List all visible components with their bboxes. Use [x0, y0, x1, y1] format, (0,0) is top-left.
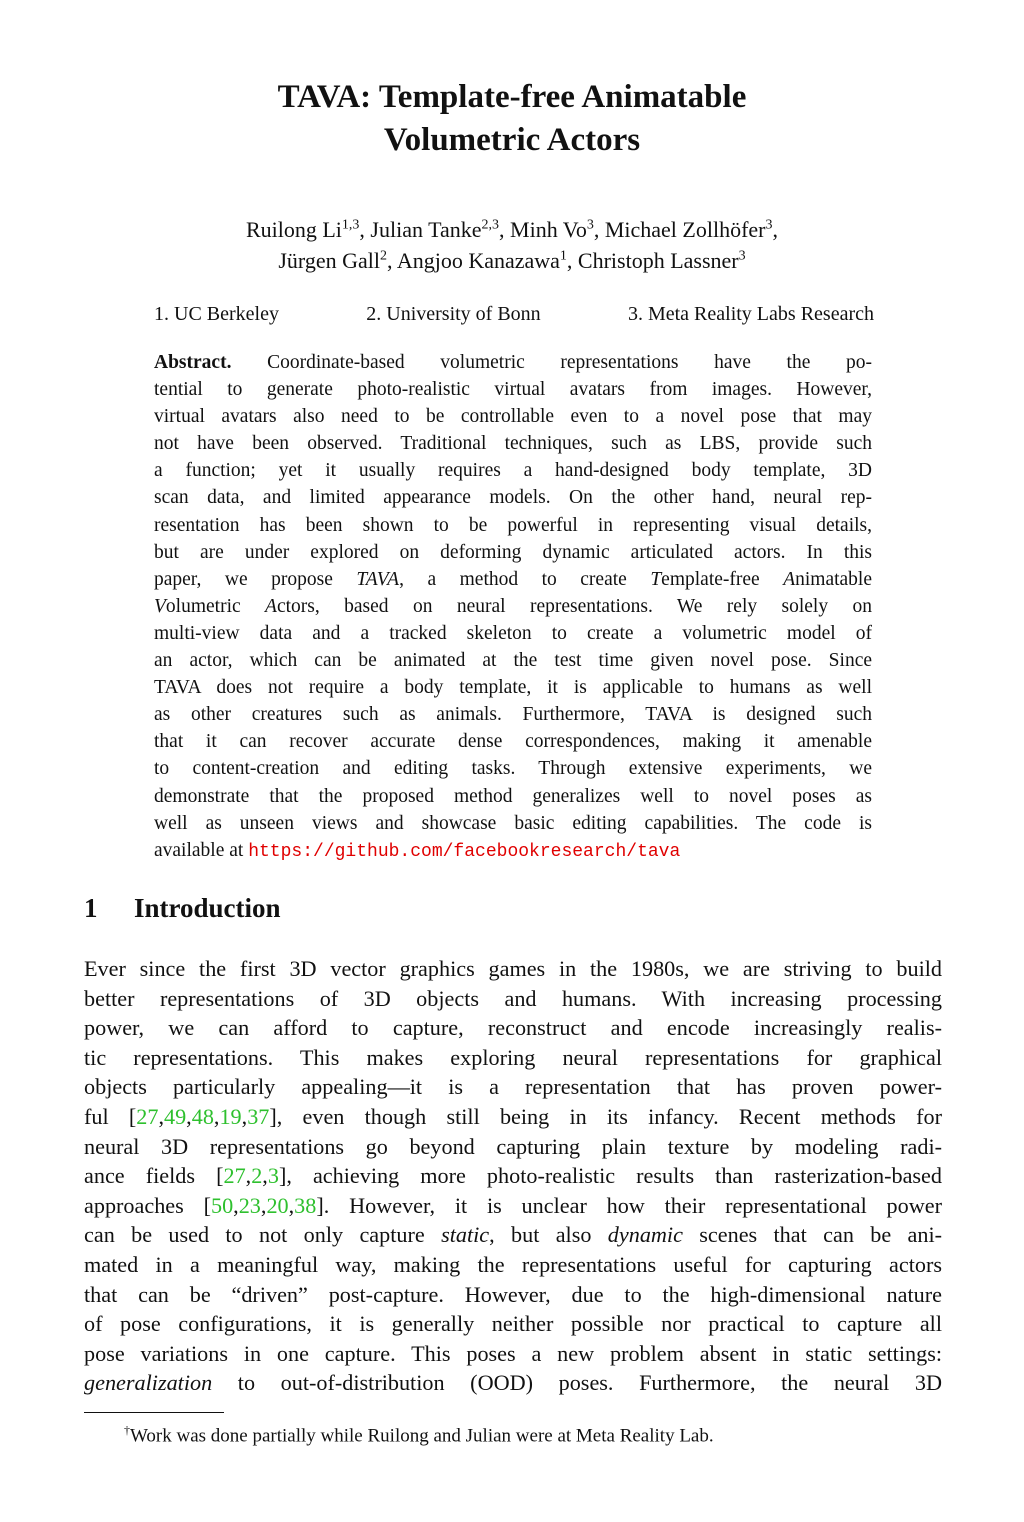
author-affil-mark: 1,3 — [341, 217, 360, 233]
author-name: Jürgen Gall — [278, 248, 381, 273]
body-line: ful [27,49,48,19,37], even though still being in its infancy. Recent methods for — [84, 1103, 942, 1129]
abstract-line: scan data, and limited appearance models. On the other hand, neural rep- — [154, 487, 872, 509]
body-line: pose variations in one capture. This poses a new problem absent in static settings: — [84, 1340, 942, 1366]
section-title: Introduction — [134, 893, 281, 923]
citation-link[interactable]: 23 — [238, 1192, 261, 1218]
body-line: approaches [50,23,20,38]. However, it is unclear how their representational power — [84, 1192, 942, 1218]
author-affil-mark: 2 — [380, 248, 388, 264]
citation-link[interactable]: 50 — [210, 1192, 234, 1218]
citation-link[interactable]: 19 — [219, 1103, 242, 1129]
author-name: Angjoo Kanazawa — [396, 248, 560, 273]
abstract-line: not have been observed. Traditional techniques, such as LBS, provide such — [154, 433, 872, 455]
footnote-mark: † — [124, 1423, 130, 1437]
citation-link[interactable]: 20 — [266, 1192, 289, 1218]
author-list — [0, 214, 1024, 276]
body-line: of pose configurations, it is generally neither possible nor practical to capture all — [84, 1311, 942, 1337]
citation-link[interactable]: 38 — [294, 1192, 317, 1218]
title-line-1: TAVA: Template-free Animatable — [277, 79, 747, 115]
footnote-rule — [84, 1412, 224, 1413]
citation-link[interactable]: 27 — [136, 1103, 159, 1129]
abstract-line: paper, we propose TAVA, a method to create Template-free Animatable — [154, 568, 872, 590]
author-affil-mark: 3 — [765, 217, 773, 233]
author-line-2: Jürgen Gall$^2$, Angjoo Kanazawa$^1$, Christoph Lassner$^3$ — [278, 248, 746, 273]
abstract-line: available at https://github.com/facebookresearch/tava — [154, 839, 681, 862]
citation-link[interactable]: 49 — [163, 1103, 187, 1129]
abstract-line: well as unseen views and showcase basic editing capabilities. The code is — [154, 812, 872, 834]
abstract-line: tential to generate photo-realistic virtual avatars from images. However, — [154, 379, 872, 401]
section-number: 1 — [84, 893, 98, 923]
abstract-line: Abstract. Coordinate-based volumetric representations have the po- — [154, 352, 873, 373]
abstract — [154, 349, 872, 866]
author-affil-mark: 3 — [586, 217, 594, 233]
intro-paragraph — [84, 954, 942, 1398]
citation-link[interactable]: 3 — [267, 1163, 279, 1189]
abstract-line: that it can recover accurate dense correspondences, making it amenable — [154, 731, 872, 753]
body-line: neural 3D representations go beyond capturing plain texture by modeling radi- — [84, 1133, 942, 1159]
footnote-text: Work was done partially while Ruilong and Julian were at Meta Reality Lab. — [130, 1425, 714, 1447]
body-line: that can be “driven” post-capture. However, due to the high-dimensional nature — [84, 1281, 942, 1307]
body-line: ance fields [27,2,3], achieving more photo-realistic results than rasterization-based — [84, 1163, 942, 1189]
body-line: objects particularly appealing—it is a representation that has proven power- — [84, 1074, 942, 1100]
citation-link[interactable]: 2 — [251, 1163, 263, 1189]
author-name: Ruilong Li — [245, 217, 342, 242]
abstract-line: multi-view data and a tracked skeleton to create a volumetric model of — [154, 622, 872, 644]
author-affil-mark: 1 — [559, 248, 567, 264]
body-line: better representations of 3D objects and humans. With increasing processing — [84, 985, 942, 1011]
abstract-label: Abstract. — [154, 352, 232, 373]
citation-link[interactable]: 48 — [191, 1103, 214, 1129]
abstract-line: but are under explored on deforming dynamic articulated actors. In this — [154, 541, 872, 563]
author-affil-mark: 3 — [738, 248, 746, 264]
code-link[interactable]: https://github.com/facebookresearch/tava — [248, 841, 681, 862]
affiliations — [154, 300, 874, 328]
abstract-line: virtual avatars also need to be controllable even to a novel pose that may — [154, 406, 872, 428]
body-line: generalization to out-of-distribution (OOD) poses. Furthermore, the neural 3D — [84, 1370, 942, 1396]
paper-title — [0, 76, 1024, 162]
abstract-line: resentation has been shown to be powerful in representing visual details, — [154, 514, 872, 536]
affiliation-3: 3. Meta Reality Labs Research — [627, 303, 874, 325]
citation-link[interactable]: 37 — [247, 1103, 270, 1129]
author-line-1: Ruilong Li$^{1,3}$, Julian Tanke$^{2,3}$, Minh Vo$^3$, Michael Zollhöfer$^3$, — [245, 217, 779, 242]
author-name: Michael Zollhöfer — [604, 217, 766, 242]
author-affil-mark: 2,3 — [481, 217, 500, 233]
body-line: can be used to not only capture static, but also dynamic scenes that can be ani- — [84, 1222, 943, 1248]
body-line: Ever since the first 3D vector graphics games in the 1980s, we are striving to build — [84, 956, 942, 981]
abstract-line: Volumetric Actors, based on neural representations. We rely solely on — [154, 595, 872, 617]
body-line: power, we can afford to capture, reconstruct and encode increasingly realis- — [84, 1015, 942, 1041]
abstract-line: a function; yet it usually requires a hand-designed body template, 3D — [154, 460, 872, 482]
author-name: Minh Vo — [510, 217, 587, 242]
abstract-line: TAVA does not require a body template, it is applicable to humans as well — [154, 677, 872, 699]
author-name: Julian Tanke — [370, 217, 482, 242]
abstract-line: demonstrate that the proposed method generalizes well to novel poses as — [154, 785, 872, 807]
abstract-line: to content-creation and editing tasks. Through extensive experiments, we — [154, 758, 872, 780]
author-name: Christoph Lassner — [577, 248, 739, 273]
abstract-line: as other creatures such as animals. Furthermore, TAVA is designed such — [154, 704, 872, 726]
affiliation-2: 2. University of Bonn — [366, 303, 541, 325]
footnote — [124, 1417, 944, 1449]
body-line: tic representations. This makes exploring neural representations for graphical — [84, 1044, 942, 1070]
section-heading — [84, 890, 784, 926]
citation-link[interactable]: 27 — [223, 1163, 246, 1189]
title-line-2: Volumetric Actors — [383, 122, 641, 158]
abstract-line: an actor, which can be animated at the test time given novel pose. Since — [154, 650, 872, 672]
body-line: mated in a meaningful way, making the representations useful for capturing actors — [84, 1251, 942, 1277]
affiliation-1: 1. UC Berkeley — [154, 303, 279, 325]
